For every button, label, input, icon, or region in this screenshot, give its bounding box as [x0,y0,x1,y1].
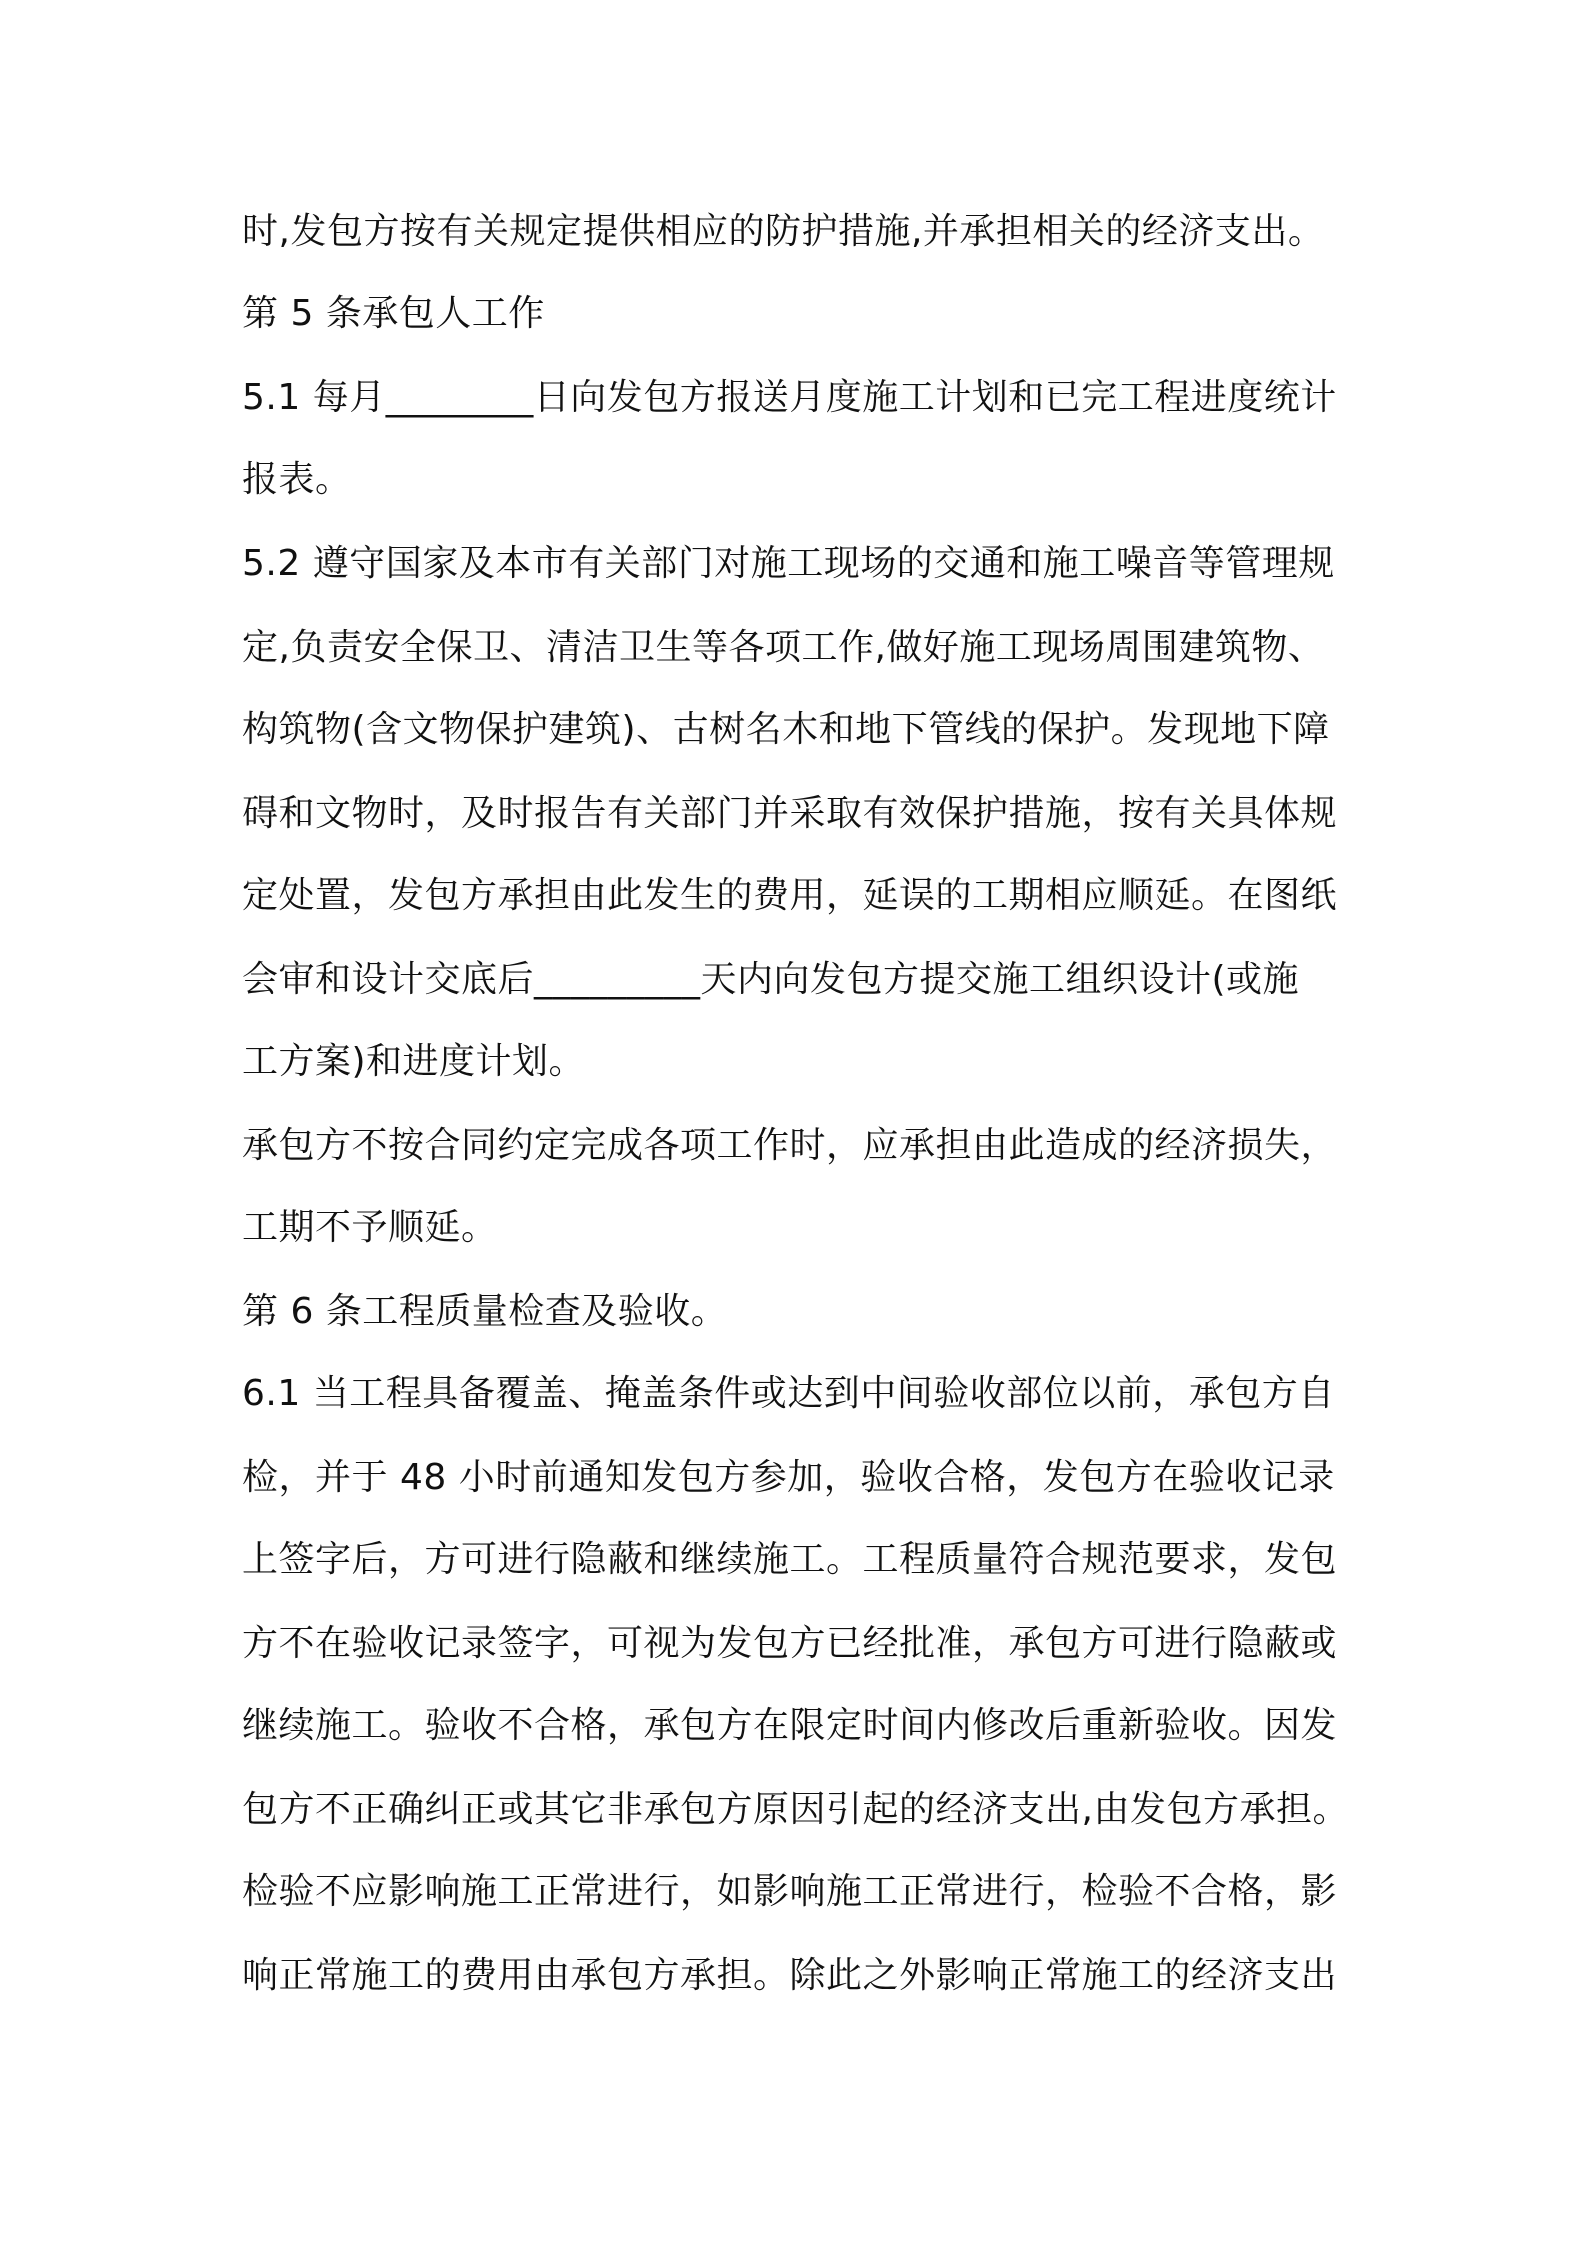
text-line: 继续施工。验收不合格，承包方在限定时间内修改后重新验收。因发 [242,1705,1338,1746]
text-line: 承包方不按合同约定完成各项工作时，应承担由此造成的经济损失， [242,1125,1338,1166]
text-line: 定,负责安全保卫、清洁卫生等各项工作,做好施工现场周围建筑物、 [242,627,1325,668]
text-line: 包方不正确纠正或其它非承包方原因引起的经济支出,由发包方承担。 [242,1789,1349,1830]
text-line: 会审和设计交底后_________天内向发包方提交施工组织设计(或施 [242,959,1300,1000]
text-line: 5.2 遵守国家及本市有关部门对施工现场的交通和施工噪音等管理规 [242,543,1335,584]
text-line: 工方案)和进度计划。 [242,1041,586,1082]
text-line: 碍和文物时，及时报告有关部门并采取有效保护措施，按有关具体规 [242,793,1338,834]
section-heading: 第 6 条工程质量检查及验收。 [242,1291,728,1332]
text-line: 方不在验收记录签字，可视为发包方已经批准，承包方可进行隐蔽或 [242,1623,1338,1664]
text-line: 响正常施工的费用由承包方承担。除此之外影响正常施工的经济支出 [242,1955,1338,1996]
text-line: 5.1 每月________日向发包方报送月度施工计划和已完工程进度统计 [242,377,1337,418]
section-heading: 第 5 条承包人工作 [242,293,545,334]
text-line: 报表。 [242,459,352,500]
text-line: 工期不予顺延。 [242,1207,498,1248]
text-line: 上签字后，方可进行隐蔽和继续施工。工程质量符合规范要求，发包 [242,1539,1338,1580]
text-line: 时,发包方按有关规定提供相应的防护措施,并承担相关的经济支出。 [242,211,1325,252]
text-line: 检验不应影响施工正常进行，如影响施工正常进行，检验不合格，影 [242,1871,1338,1912]
text-line: 定处置，发包方承担由此发生的费用，延误的工期相应顺延。在图纸 [242,875,1338,916]
text-line: 构筑物(含文物保护建筑)、古树名木和地下管线的保护。发现地下障 [242,709,1330,750]
text-line: 检，并于 48 小时前通知发包方参加，验收合格，发包方在验收记录 [242,1457,1335,1498]
text-line: 6.1 当工程具备覆盖、掩盖条件或达到中间验收部位以前，承包方自 [242,1373,1335,1414]
